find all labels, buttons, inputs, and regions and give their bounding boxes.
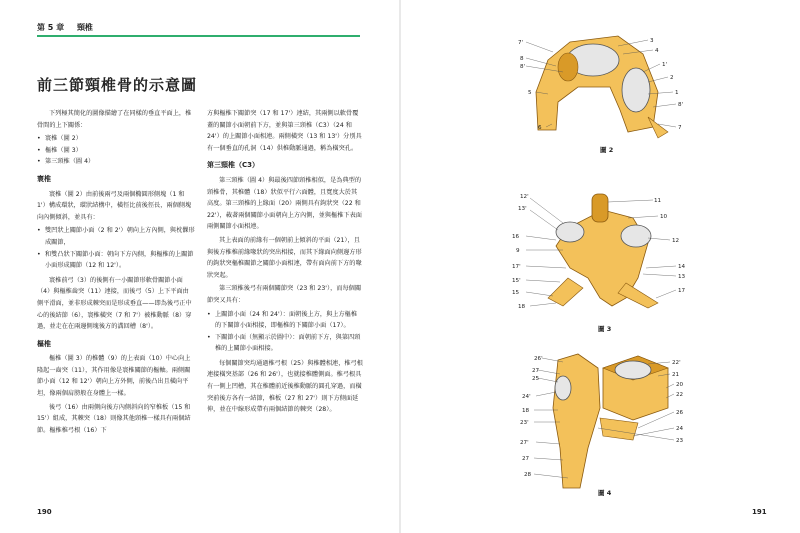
left-column bbox=[37, 108, 195, 438]
callout-28: 28 bbox=[524, 472, 532, 478]
atlas-paragraph-1: 寰椎（圖 2）由前後兩弓及兩個橢圓形側塊（1 和 1'）構成環狀，環狀結構中，橫徑比前後徑長，兩個側塊向內側傾斜，並具有： bbox=[37, 190, 192, 221]
callout-3: 3 bbox=[650, 38, 654, 44]
callout-26: 26 bbox=[676, 410, 684, 416]
callout-10: 10 bbox=[660, 214, 668, 220]
c3-heading: 第三頸椎（C3） bbox=[207, 161, 260, 170]
callout-2: 2 bbox=[670, 75, 674, 81]
callout-23: 23 bbox=[676, 438, 684, 444]
callout-15prime: 15' bbox=[512, 278, 521, 284]
callout-25: 25 bbox=[532, 376, 540, 382]
c3-endplate bbox=[615, 361, 651, 379]
superior-facet-right bbox=[621, 225, 651, 247]
lateral-mass bbox=[558, 53, 578, 81]
callout-6: 6 bbox=[538, 125, 542, 131]
callout-27prime: 27' bbox=[520, 440, 529, 446]
callout-18: 18 bbox=[522, 408, 530, 414]
callout-27: 27 bbox=[532, 368, 540, 374]
atlas-heading: 寰椎 bbox=[37, 174, 51, 183]
callout-21: 21 bbox=[672, 372, 680, 378]
atlas-paragraph-2: 寰椎前弓（3）的後側有一小關節形軟骨關節小面（4）與樞椎齒突（11）連接，而後弓（5）上下平面由側平滑面，並非形成棘突而是形成垂直——即為後弓正中心的後結節（6），寰椎橫突（7 和 7'）被椎動脈（8）穿過，並走在在兩邊側塊後方的溝回槽（8'）。 bbox=[37, 276, 192, 331]
callout-24prime: 24' bbox=[522, 394, 531, 400]
chapter-header bbox=[37, 22, 103, 33]
articular-facet-right bbox=[622, 68, 650, 112]
c3-paragraph-2: 其上表面的前緣有一個朝前上傾斜的平面（21），且與後方椎椎前緣喙狀的突出相接，而其下緣面向側邊方形的鉤狀突樞椎關節之關節小面相連，帶有面向前下方的喙狀突起。 bbox=[207, 236, 362, 279]
intro-paragraph: 下列極其簡化的圖像描繪了在同樣的垂直平面上，椎骨間的上下關係： bbox=[37, 110, 192, 129]
callout-9: 9 bbox=[516, 248, 520, 254]
callout-15: 15 bbox=[512, 290, 520, 296]
c3-list bbox=[207, 309, 363, 355]
figure-2-label: 圖 2 bbox=[600, 146, 614, 154]
page-title: 前三節頸椎骨的示意圖 bbox=[37, 76, 198, 94]
book-spine bbox=[399, 0, 401, 533]
header-rule bbox=[37, 35, 360, 37]
callout-4: 4 bbox=[655, 48, 659, 54]
list-item: • 上關節小面（24 和 24'）：面朝後上方，與上方樞椎的下關節小面相接，即樞椎的下關節小面（17）。 bbox=[207, 309, 363, 332]
callout-1prime: 1' bbox=[662, 62, 668, 68]
callout-11: 11 bbox=[654, 198, 662, 204]
figure-3-axis bbox=[508, 188, 698, 323]
axis-paragraph-2: 後弓（16）由兩側向後方內側斜向的窄椎板（15 和 15'）組成，其棘突（18）則像其他頸椎一樣具有兩個結節。樞椎椎弓根（16）下 bbox=[37, 403, 191, 434]
axis-paragraph-cont: 方與樞椎下關節突（17 和 17'）連結，其兩側以軟骨覆蓋的關節小面朝前下方，並與第三頸椎（C3）（24 和 24'）的上關節小面相連。兩側橫突（13 和 13'）分別具有一個垂直的孔洞（14）供椎動脈通過，稱為橫突孔。 bbox=[207, 110, 362, 152]
figure-4-c3 bbox=[508, 348, 698, 498]
callout-26prime: 26' bbox=[534, 356, 543, 362]
callout-12: 12 bbox=[672, 238, 680, 244]
callout-20: 20 bbox=[676, 382, 684, 388]
callout-12prime: 12' bbox=[520, 194, 529, 200]
page-number-left: 190 bbox=[37, 508, 52, 516]
figure-4-label: 圖 4 bbox=[598, 489, 612, 497]
c3-paragraph-1: 第三頸椎（圖 4）與最後四節頸椎相似，是為典型的頸椎骨，其椎體（18）狀似平行六面體，且寬度大於其高度。第三頸椎的上緣面（20）兩側具有鉤狀突（22 和 22'），載著兩個關節小面朝向上方內側，並與樞椎下表面兩側關節小面相連。 bbox=[207, 176, 362, 231]
callout-8prime: 8' bbox=[520, 64, 526, 70]
callout-7prime: 7' bbox=[518, 40, 524, 46]
callout-17prime: 17' bbox=[512, 264, 521, 270]
figure-3-label: 圖 3 bbox=[598, 325, 612, 333]
dens bbox=[592, 194, 608, 222]
callout-8: 8 bbox=[520, 56, 524, 62]
list-item: • 樞椎（圖 3） bbox=[37, 145, 195, 157]
callout-18: 18 bbox=[518, 304, 526, 310]
axis-paragraph-1: 樞椎（圖 3）的椎體（9）的上表面（10）中心向上隆起一齒突（11），其作用像是寰椎關節的樞軸。兩側關節小面（12 和 12'）朝向上方外側，前後凸出且橫向平坦，像兩個肩膀般在身體上一樣。 bbox=[37, 355, 191, 398]
list-item: • 和雙凸狀下關節小面：朝向下方內側，與樞椎的上關節小面形成關節（12 和 12'）。 bbox=[37, 249, 195, 272]
list-item: • 第三頸椎（圖 4） bbox=[37, 156, 195, 168]
callout-23prime: 23' bbox=[520, 420, 529, 426]
chapter-number: 第 5 章 bbox=[37, 23, 65, 32]
callout-13prime: 13' bbox=[518, 206, 527, 212]
c3-transverse-process bbox=[600, 418, 638, 440]
lamina-left bbox=[548, 278, 583, 306]
c3-lamina bbox=[553, 354, 600, 488]
vertebra-list bbox=[37, 133, 195, 168]
callout-13: 13 bbox=[678, 274, 686, 280]
list-item: • 雙凹狀上關節小面（2 和 2'）朝向上方內側，與枕髁形成關節， bbox=[37, 225, 195, 248]
page-number-right: 191 bbox=[752, 508, 767, 516]
axis-heading: 樞椎 bbox=[37, 339, 51, 348]
callout-7: 7 bbox=[678, 125, 682, 131]
callout-27-b: 27 bbox=[522, 456, 530, 462]
callout-24: 24 bbox=[676, 426, 684, 432]
list-item: • 下關節小面（無顯示於圖中）：面朝前下方，與第四頸椎的上關節小面相接。 bbox=[207, 332, 363, 355]
callout-16: 16 bbox=[512, 234, 520, 240]
callout-22: 22 bbox=[676, 392, 684, 398]
callout-5: 5 bbox=[528, 90, 532, 96]
c3-paragraph-4: 每個關節突均通過椎弓根（25）與椎體相連，椎弓根連接橫突基部（26 和 26'），也就接椎體側面。椎弓根具有一側上凹槽，其在椎體前近後椎動脈的圓孔穿過，而橫突前後方各有一結節，椎板（27 和 27'）則下方側面延伸，並在中線形成帶有兩個結節的棘突（28）。 bbox=[207, 359, 363, 414]
c3-paragraph-3: 第三頸椎後弓有兩個關節突（23 和 23'），而每個關節突又具有： bbox=[207, 285, 362, 304]
callout-17: 17 bbox=[678, 288, 686, 294]
list-item: • 寰椎（圖 2） bbox=[37, 133, 195, 145]
atlas-list bbox=[37, 225, 195, 271]
lamina-right bbox=[618, 283, 658, 308]
superior-facet-left bbox=[556, 222, 584, 242]
figure-2-atlas bbox=[508, 32, 698, 144]
callout-14: 14 bbox=[678, 264, 686, 270]
right-column bbox=[207, 108, 363, 418]
chapter-section: 頸椎 bbox=[76, 23, 93, 32]
callout-22prime: 22' bbox=[672, 360, 681, 366]
callout-8prime-b: 8' bbox=[678, 102, 684, 108]
callout-1: 1 bbox=[675, 90, 679, 96]
c3-superior-facet bbox=[555, 376, 571, 400]
